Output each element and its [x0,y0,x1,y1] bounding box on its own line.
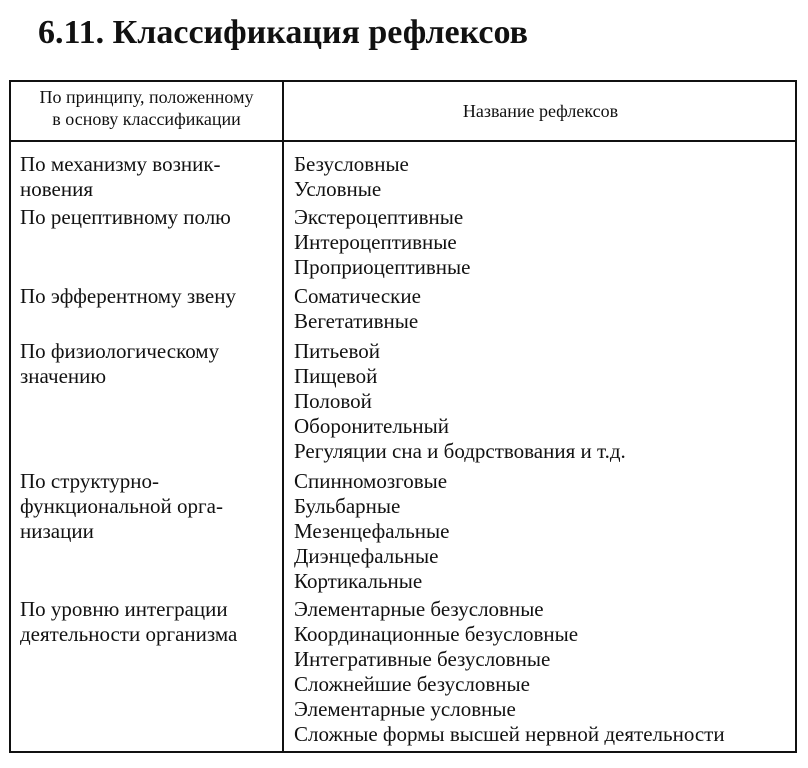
row-reflexes-receptive [294,205,794,280]
row-reflexes-physiological [294,339,794,464]
reflex-item: Пищевой [294,364,378,388]
reflex-item: Сложнейшие безусловные [294,672,530,696]
row-principle-efferent [20,284,278,309]
reflex-item: Сложные формы высшей нервной деятельности [294,722,725,746]
reflex-item: Интегративные безусловные [294,647,551,671]
reflex-item: Условные [294,177,382,201]
row-principle-mechanism [20,152,278,202]
principle-line: По рецептивному полю [20,205,231,229]
reflex-item: Безусловные [294,152,409,176]
reflex-item: Половой [294,389,372,413]
principle-line: значению [20,364,107,388]
principle-line: По уровню интеграции [20,597,228,621]
row-principle-physiological [20,339,278,389]
header-principle-line: По принципу, положенному [39,87,254,107]
header-names: Название рефлексов [462,101,619,121]
header-divider [11,140,795,142]
reflex-item: Соматические [294,284,421,308]
row-reflexes-mechanism [294,152,794,202]
principle-line: По структурно- [20,469,159,493]
row-principle-receptive [20,205,278,230]
row-reflexes-structural [294,469,794,594]
reflex-item: Бульбарные [294,494,401,518]
row-reflexes-integration [294,597,794,747]
reflex-item: Оборонительный [294,414,449,438]
header-principle-line: в основу классификации [52,109,241,129]
reflex-item: Диэнцефальные [294,544,439,568]
reflex-item: Регуляции сна и бодрствования и т.д. [294,439,626,463]
row-reflexes-efferent [294,284,794,334]
row-principle-structural [20,469,278,544]
principle-line: По механизму возник- [20,152,221,176]
row-principle-integration [20,597,278,647]
reflex-item: Экстероцептивные [294,205,464,229]
reflex-item: Проприоцептивные [294,255,471,279]
reflex-item: Элементарные условные [294,697,516,721]
header-principle [11,86,282,130]
classification-table [9,80,797,753]
principle-line: низации [20,519,94,543]
reflex-item: Вегетативные [294,309,419,333]
principle-line: функциональной орга- [20,494,223,518]
principle-line: деятельности организма [20,622,238,646]
page-title: 6.11. Классификация рефлексов [38,14,528,51]
reflex-item: Элементарные безусловные [294,597,544,621]
reflex-item: Интероцептивные [294,230,457,254]
reflex-item: Кортикальные [294,569,423,593]
principle-line: По эфферентному звену [20,284,236,308]
reflex-item: Мезенцефальные [294,519,450,543]
principle-line: По физиологическому [20,339,220,363]
reflex-item: Координационные безусловные [294,622,579,646]
reflex-item: Питьевой [294,339,380,363]
reflex-item: Спинномозговые [294,469,448,493]
principle-line: новения [20,177,93,201]
column-divider [282,82,284,751]
